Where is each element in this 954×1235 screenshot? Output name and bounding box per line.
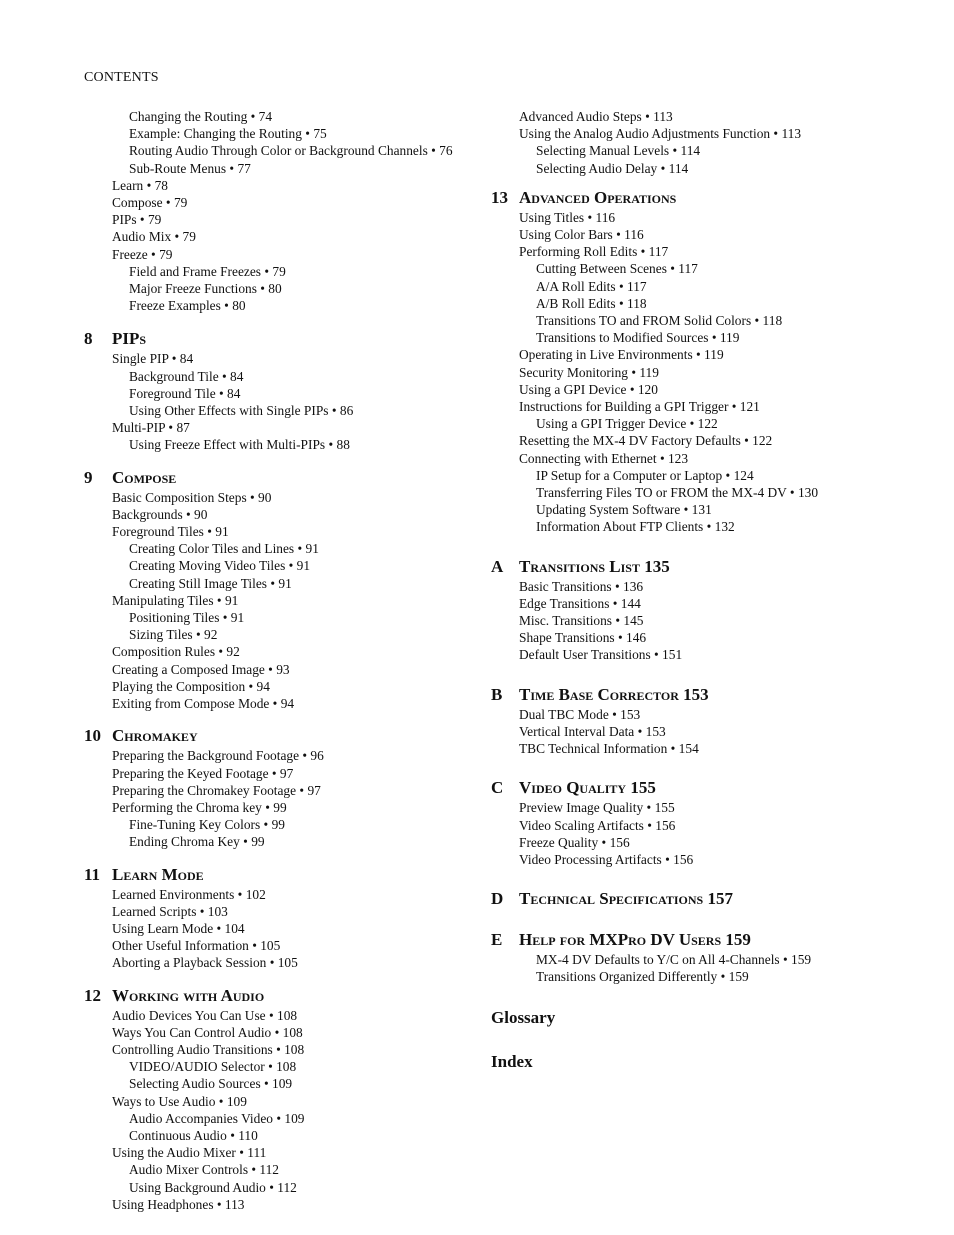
- toc-entry[interactable]: Controlling Audio Transitions • 108: [112, 1041, 305, 1057]
- toc-entry[interactable]: Advanced Audio Steps • 113: [519, 109, 673, 124]
- chapter-title: Learn Mode: [112, 864, 204, 884]
- toc-entry[interactable]: Routing Audio Through Color or Background Channels • 76: [129, 143, 453, 159]
- toc-entry[interactable]: Default User Transitions • 151: [519, 647, 683, 663]
- toc-entry[interactable]: Exiting from Compose Mode • 94: [112, 696, 295, 712]
- toc-entry[interactable]: Single PIP • 84: [112, 351, 194, 367]
- toc-entry[interactable]: Creating Moving Video Tiles • 91: [129, 558, 311, 574]
- toc-entry[interactable]: Transitions TO and FROM Solid Colors • 118: [536, 313, 783, 329]
- appendix-page: 135: [639, 556, 670, 576]
- toc-entry[interactable]: Ending Chroma Key • 99: [129, 834, 265, 850]
- toc-entry[interactable]: Selecting Audio Sources • 109: [129, 1076, 293, 1092]
- toc-entry[interactable]: Transitions to Modified Sources • 119: [536, 330, 740, 346]
- toc-entry[interactable]: Learned Environments • 102: [112, 886, 266, 902]
- toc-entry[interactable]: Other Useful Information • 105: [112, 938, 281, 954]
- toc-entry[interactable]: MX-4 DV Defaults to Y/C on All 4-Channels • 159: [536, 952, 812, 968]
- toc-entry[interactable]: Preview Image Quality • 155: [519, 800, 675, 816]
- toc-entry[interactable]: Creating Color Tiles and Lines • 91: [129, 541, 319, 557]
- toc-chapter-heading[interactable]: [84, 985, 484, 1007]
- chapter-number: 12: [84, 985, 101, 1005]
- appendix-letter: B: [491, 684, 503, 704]
- toc-entry[interactable]: Shape Transitions • 146: [519, 630, 647, 646]
- chapter-number: 11: [84, 864, 101, 884]
- toc-chapter-heading[interactable]: [84, 467, 484, 489]
- toc-entry[interactable]: Major Freeze Functions • 80: [129, 281, 282, 297]
- toc-entry[interactable]: Connecting with Ethernet • 123: [519, 450, 689, 466]
- toc-entry[interactable]: Sizing Tiles • 92: [129, 627, 218, 643]
- appendix-title: Video Quality: [519, 778, 627, 798]
- toc-entry[interactable]: Using Other Effects with Single PIPs • 86: [129, 403, 354, 419]
- toc-entry[interactable]: Audio Devices You Can Use • 108: [112, 1007, 298, 1023]
- toc-entry[interactable]: Example: Changing the Routing • 75: [129, 126, 327, 142]
- appendix-title: Transitions List: [519, 556, 640, 576]
- toc-entry[interactable]: Dual TBC Mode • 153: [519, 706, 641, 722]
- toc-entry[interactable]: Cutting Between Scenes • 117: [536, 261, 698, 277]
- chapter-title: PIPs: [112, 329, 147, 349]
- chapter-title: Chromakey: [112, 726, 198, 746]
- toc-entry[interactable]: Using a GPI Device • 120: [519, 381, 658, 397]
- toc-entry[interactable]: Video Processing Artifacts • 156: [519, 851, 694, 867]
- toc-entry[interactable]: Multi-PIP • 87: [112, 420, 190, 436]
- appendix-letter: E: [491, 930, 503, 950]
- toc-entry[interactable]: PIPs • 79: [112, 212, 162, 228]
- toc-entry[interactable]: Using Color Bars • 116: [519, 227, 644, 243]
- toc-entry[interactable]: Instructions for Building a GPI Trigger • 121: [519, 399, 760, 415]
- toc-entry[interactable]: Fine-Tuning Key Colors • 99: [129, 817, 285, 833]
- toc-entry[interactable]: Learned Scripts • 103: [112, 903, 228, 919]
- appendix-page: 159: [721, 930, 751, 950]
- appendix-page: 157: [703, 889, 733, 909]
- chapter-title: Compose: [112, 467, 177, 487]
- toc-entry[interactable]: Updating System Software • 131: [536, 502, 712, 518]
- toc-entry[interactable]: Using Headphones • 113: [112, 1196, 245, 1212]
- toc-entry[interactable]: Freeze Quality • 156: [519, 834, 630, 850]
- appendix-title: Time Base Corrector: [519, 684, 679, 704]
- toc-entry[interactable]: Aborting a Playback Session • 105: [112, 955, 298, 971]
- chapter-title: Working with Audio: [112, 985, 265, 1005]
- toc-appendix-heading[interactable]: [491, 556, 931, 578]
- chapter-number: 13: [491, 187, 508, 207]
- toc-entry[interactable]: Creating a Composed Image • 93: [112, 661, 290, 677]
- toc-entry[interactable]: Performing Roll Edits • 117: [519, 244, 669, 260]
- toc-entry[interactable]: Transferring Files TO or FROM the MX-4 DV • 130: [536, 485, 819, 501]
- toc-entry[interactable]: Continuous Audio • 110: [129, 1127, 258, 1143]
- toc-entry[interactable]: Selecting Manual Levels • 114: [536, 143, 701, 159]
- toc-entry[interactable]: Using a GPI Trigger Device • 122: [536, 416, 718, 432]
- toc-entry[interactable]: Vertical Interval Data • 153: [519, 723, 666, 739]
- appendix-letter: A: [491, 556, 504, 576]
- toc-entry[interactable]: Basic Transitions • 136: [519, 578, 644, 594]
- toc-chapter-heading[interactable]: [84, 725, 484, 747]
- appendix-page: 155: [626, 778, 656, 798]
- chapter-title: Advanced Operations: [519, 187, 677, 207]
- toc-entry[interactable]: Selecting Audio Delay • 114: [536, 160, 689, 176]
- toc-entry[interactable]: Operating in Live Environments • 119: [519, 347, 724, 363]
- toc-entry[interactable]: Using Background Audio • 112: [129, 1179, 297, 1195]
- toc-entry[interactable]: Security Monitoring • 119: [519, 364, 659, 380]
- toc-entry[interactable]: Information About FTP Clients • 132: [536, 519, 735, 535]
- toc-entry[interactable]: Ways You Can Control Audio • 108: [112, 1024, 303, 1040]
- toc-entry[interactable]: Freeze • 79: [112, 246, 173, 262]
- toc-entry[interactable]: Misc. Transitions • 145: [519, 613, 644, 629]
- toc-entry[interactable]: Audio Accompanies Video • 109: [129, 1110, 305, 1126]
- toc-entry[interactable]: A/B Roll Edits • 118: [536, 295, 647, 311]
- appendix-title: Help for MXPro DV Users: [519, 930, 722, 950]
- appendix-page: 153: [678, 684, 709, 704]
- toc-entry[interactable]: Creating Still Image Tiles • 91: [129, 575, 292, 591]
- chapter-number: 9: [84, 467, 93, 487]
- toc-entry[interactable]: Composition Rules • 92: [112, 644, 240, 660]
- toc-entry[interactable]: Preparing the Background Footage • 96: [112, 748, 324, 764]
- toc-entry[interactable]: Background Tile • 84: [129, 368, 244, 384]
- chapter-number: 10: [84, 726, 101, 746]
- toc-entry[interactable]: Ways to Use Audio • 109: [112, 1093, 247, 1109]
- toc-entry[interactable]: Using Learn Mode • 104: [112, 920, 245, 936]
- toc-entry[interactable]: Performing the Chroma key • 99: [112, 799, 287, 815]
- toc-entry[interactable]: Preparing the Chromakey Footage • 97: [112, 782, 321, 798]
- toc-entry[interactable]: Resetting the MX-4 DV Factory Defaults • 122: [519, 433, 773, 449]
- toc-entry[interactable]: Playing the Composition • 94: [112, 678, 270, 694]
- running-head: CONTENTS: [84, 70, 159, 85]
- toc-entry[interactable]: Using the Audio Mixer • 111: [112, 1145, 267, 1161]
- appendix-letter: D: [491, 889, 504, 909]
- toc-appendix-heading[interactable]: [491, 888, 931, 910]
- toc-entry[interactable]: Preparing the Keyed Footage • 97: [112, 765, 294, 781]
- toc-entry[interactable]: Audio Mix • 79: [112, 229, 196, 245]
- toc-entry[interactable]: VIDEO/AUDIO Selector • 108: [129, 1059, 297, 1075]
- toc-entry[interactable]: Learn • 78: [112, 177, 168, 193]
- toc-entry[interactable]: Sub-Route Menus • 77: [129, 160, 251, 176]
- toc-entry[interactable]: Backgrounds • 90: [112, 506, 208, 522]
- toc-entry[interactable]: Using Freeze Effect with Multi-PIPs • 88: [129, 437, 350, 453]
- toc-entry[interactable]: Positioning Tiles • 91: [129, 610, 245, 626]
- toc-chapter-heading[interactable]: [84, 328, 484, 350]
- toc-appendix-heading[interactable]: [491, 929, 931, 951]
- toc-entry[interactable]: Foreground Tile • 84: [129, 385, 241, 401]
- chapter-number: 8: [84, 329, 93, 349]
- toc-entry[interactable]: Changing the Routing • 74: [129, 109, 273, 124]
- toc-entry[interactable]: Compose • 79: [112, 195, 188, 211]
- toc-entry[interactable]: Transitions Organized Differently • 159: [536, 969, 749, 985]
- appendix-title: Technical Specifications: [519, 889, 704, 909]
- toc-left-column: [84, 108, 484, 1213]
- toc-entry[interactable]: Edge Transitions • 144: [519, 595, 641, 611]
- appendix-letter: C: [491, 778, 504, 798]
- toc-entry[interactable]: Foreground Tiles • 91: [112, 524, 229, 540]
- toc-entry[interactable]: Freeze Examples • 80: [129, 298, 246, 314]
- toc-entry[interactable]: A/A Roll Edits • 117: [536, 278, 647, 294]
- toc-chapter-heading[interactable]: [84, 864, 484, 886]
- toc-appendix-heading[interactable]: [491, 777, 931, 799]
- toc-right-column: [491, 108, 931, 1073]
- toc-entry[interactable]: IP Setup for a Computer or Laptop • 124: [536, 467, 754, 483]
- toc-index-heading[interactable]: Index: [491, 1051, 533, 1071]
- toc-entry[interactable]: Using Titles • 116: [519, 209, 616, 225]
- toc-entry[interactable]: Basic Composition Steps • 90: [112, 489, 272, 505]
- toc-entry[interactable]: TBC Technical Information • 154: [519, 741, 699, 757]
- toc-entry[interactable]: Manipulating Tiles • 91: [112, 592, 239, 608]
- toc-appendix-heading[interactable]: [491, 684, 931, 706]
- toc-entry[interactable]: Using the Analog Audio Adjustments Function • 113: [519, 126, 802, 142]
- toc-entry[interactable]: Video Scaling Artifacts • 156: [519, 817, 676, 833]
- toc-entry[interactable]: Audio Mixer Controls • 112: [129, 1162, 279, 1178]
- toc-chapter-heading[interactable]: [491, 187, 931, 209]
- toc-entry[interactable]: Field and Frame Freezes • 79: [129, 263, 286, 279]
- toc-glossary-heading[interactable]: Glossary: [491, 1007, 556, 1027]
